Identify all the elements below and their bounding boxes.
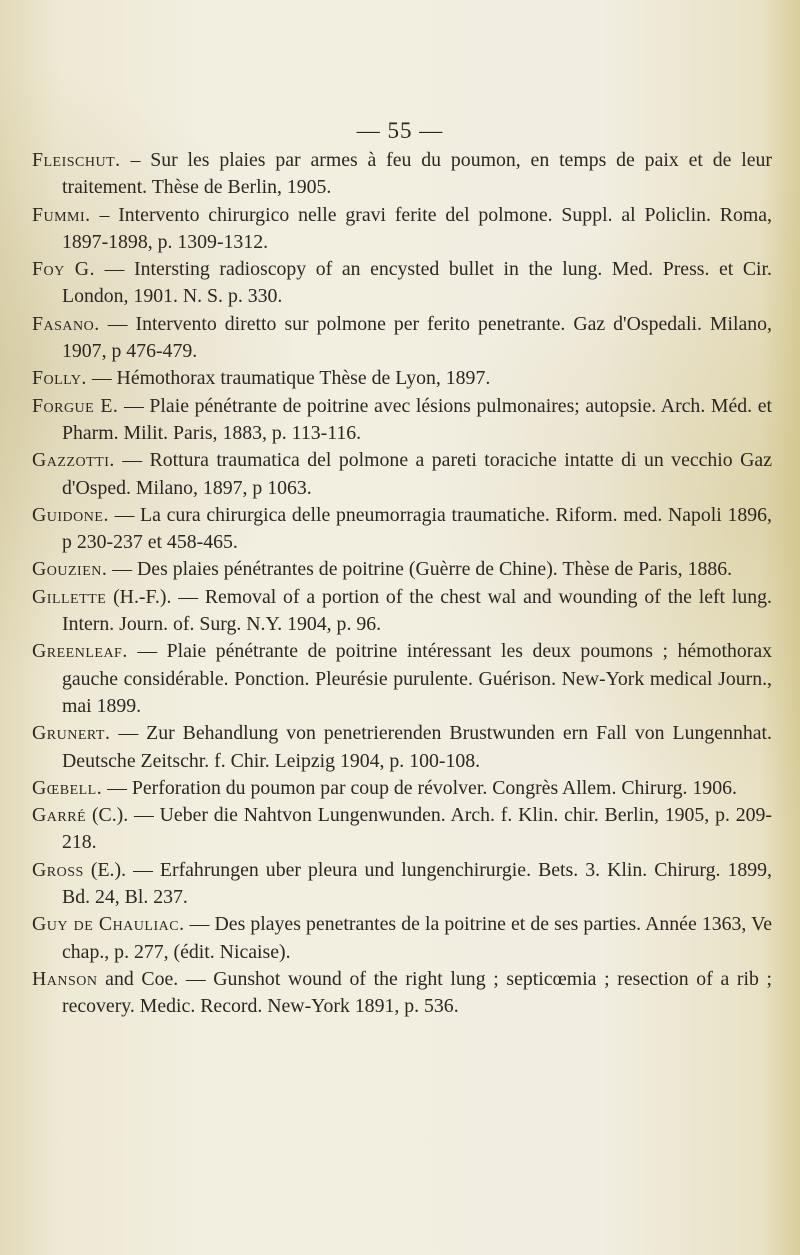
bibliography-entry bbox=[32, 556, 772, 583]
page-number: — 55 — bbox=[356, 118, 444, 143]
entry-author: Hanson bbox=[32, 967, 98, 990]
entry-text: – Intervento chirurgico nelle gravi ferite del polmone. Suppl. al Policlin. Roma, 1897-1898, p. 1309-1312. bbox=[62, 203, 772, 253]
entry-text: – Sur les plaies par armes à feu du poumon, en temps de paix et de leur traitement. Thèse de Berlin, 1905. bbox=[62, 149, 772, 199]
entry-text: — Plaie pénétrante de poitrine avec lésions pulmonaires; autopsie. Arch. Méd. et Pharm. Milit. Paris, 1883, p. 113-116. bbox=[62, 394, 773, 444]
entry-text: — Perforation du poumon par coup de révolver. Congrès Allem. Chirurg. 1906. bbox=[102, 776, 737, 799]
entry-text: (H.-F.). — Removal of a portion of the chest wal and wounding of the left lung. Intern. Journ. of. Surg. N.Y. 1904, p. 96. bbox=[62, 585, 772, 636]
bibliography-entry bbox=[32, 393, 772, 448]
entry-author: Greenleaf. bbox=[32, 640, 128, 663]
bibliography-entry bbox=[32, 802, 772, 857]
bibliography-entry bbox=[32, 857, 772, 912]
entry-author: Guy de Chauliac. bbox=[32, 913, 185, 936]
entry-text: (E.). — Erfahrungen uber pleura und lungenchirurgie. Bets. 3. Klin. Chirurg. 1899, Bd. 24, Bl. 237. bbox=[62, 858, 772, 909]
bibliography-entry bbox=[32, 638, 772, 720]
entry-author: Gillette bbox=[32, 585, 107, 608]
entry-author: Folly. bbox=[32, 367, 87, 390]
entry-author: Gœbell. bbox=[32, 776, 103, 799]
bibliography-entry bbox=[32, 911, 772, 966]
entry-text: (C.). — Ueber die Nahtvon Lungenwunden. Arch. f. Klin. chir. Berlin, 1905, p. 209-218. bbox=[62, 804, 772, 854]
entry-text: — Hémothorax traumatique Thèse de Lyon, 1897. bbox=[86, 367, 491, 390]
entry-author: Gazzotti. bbox=[32, 449, 115, 472]
bibliography-list bbox=[32, 147, 772, 1021]
bibliography-entry bbox=[32, 311, 772, 366]
bibliography-entry bbox=[32, 720, 772, 775]
entry-author: Grunert. bbox=[32, 722, 111, 745]
entry-author: Forgue E. bbox=[32, 394, 119, 417]
bibliography-entry bbox=[32, 202, 772, 257]
entry-text: — Des playes penetrantes de la poitrine et de ses parties. Année 1363, Ve chap., p. 277, (édit. Nicaise). bbox=[62, 913, 772, 963]
entry-author: Fleischut. bbox=[32, 149, 121, 171]
entry-author: Garré bbox=[32, 804, 87, 827]
entry-text: — Rottura traumatica del polmone a pareti toraciche intatte di un vecchio Gaz d'Osped. Milano, 1897, p 1063. bbox=[62, 449, 772, 499]
entry-author: Fasano. bbox=[32, 312, 100, 335]
entry-text: — Intervento diretto sur polmone per ferito penetrante. Gaz d'Ospedali. Milano, 1907, p 476-479. bbox=[62, 312, 772, 363]
bibliography-entry bbox=[32, 447, 772, 502]
entry-author: Gross bbox=[32, 858, 84, 881]
entry-text: — Zur Behandlung von penetrierenden Brustwunden ern Fall von Lungennhat. Deutsche Zeitschr. f. Chir. Leipzig 1904, p. 100-108. bbox=[62, 722, 772, 772]
entry-text: — Intersting radioscopy of an encysted bullet in the lung. Med. Press. et Cir. London, 1901. N. S. p. 330. bbox=[62, 258, 772, 308]
bibliography-entry bbox=[32, 775, 772, 802]
entry-author: Gouzien. bbox=[32, 558, 108, 581]
bibliography-entry bbox=[32, 966, 772, 1021]
entry-text: — Plaie pénétrante de poitrine intéressant les deux poumons ; hémothorax gauche considérable. Ponction. Pleurésie purulente. Guérison. New-York medical Journ., mai 1899. bbox=[62, 640, 772, 717]
bibliography-entry bbox=[32, 584, 772, 639]
bibliography-entry bbox=[32, 365, 772, 392]
entry-author: Foy G. bbox=[32, 258, 96, 281]
bibliography-entry bbox=[32, 147, 772, 202]
entry-text: and Coe. — Gunshot wound of the right lung ; septicœmia ; resection of a rib ; recovery. Medic. Record. New-York 1891, p. 536. bbox=[62, 967, 772, 1018]
entry-author: Fummi. bbox=[32, 203, 91, 226]
entry-text: — Des plaies pénétrantes de poitrine (Guèrre de Chine). Thèse de Paris, 1886. bbox=[107, 558, 733, 581]
bibliography-entry bbox=[32, 256, 772, 311]
entry-author: Guidone. bbox=[32, 503, 109, 526]
entry-text: — La cura chirurgica delle pneumorragia traumatiche. Riform. med. Napoli 1896, p 230-237 et 458-465. bbox=[62, 503, 772, 554]
bibliography-entry bbox=[32, 502, 772, 557]
